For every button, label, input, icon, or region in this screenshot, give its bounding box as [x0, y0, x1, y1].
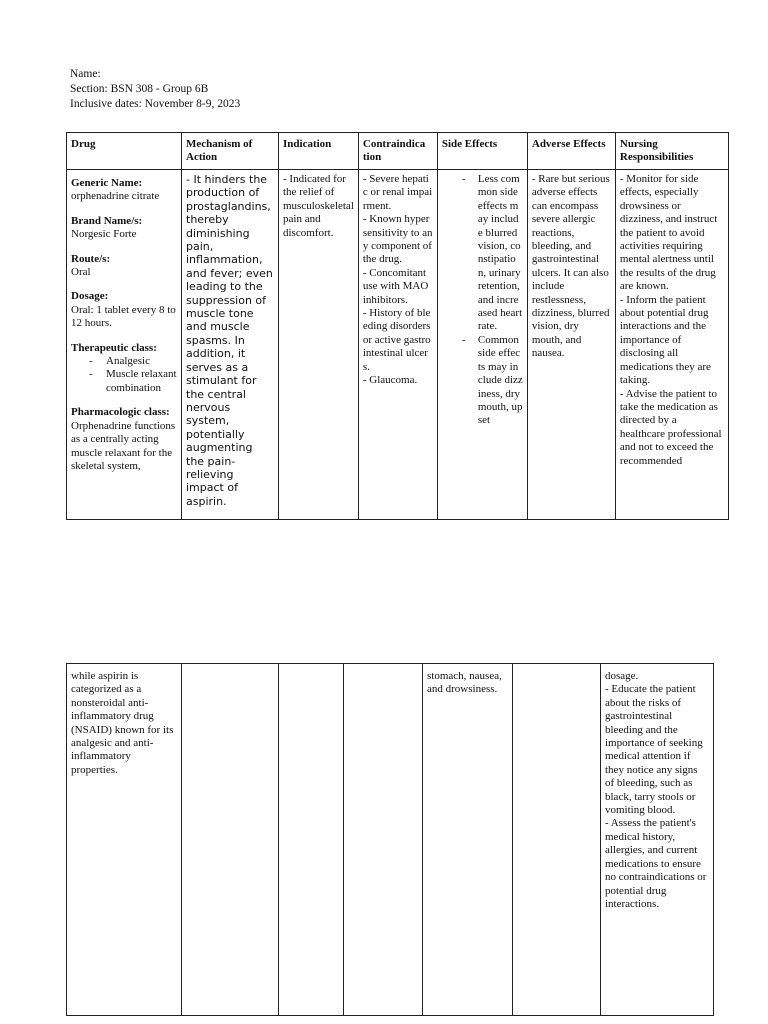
name-label: Name: [70, 68, 101, 80]
col-side-effects: Side Effects [437, 133, 527, 170]
list-item: - Inform the patient about potential drug interactions and the importance of disclosing all medications they are taking. [619, 293, 711, 387]
side-effects-cell [437, 170, 527, 520]
drug-cell-continued: while aspirin is categorized as a nonsteroidal anti-inflammatory drug (NSAID) known for its analgesic and anti-inflammatory properties. [67, 664, 182, 1016]
nursing-cell-continued [601, 664, 714, 1016]
dosage-label: Dosage: [71, 290, 109, 303]
col-adverse-effects: Adverse Effects [527, 133, 615, 170]
mechanism-cell-continued [182, 664, 279, 1016]
dates-line: Inclusive dates: November 8-9, 2023 [70, 98, 241, 110]
therapeutic-label: Therapeutic class: [71, 341, 157, 354]
table-row [67, 170, 729, 520]
list-item: - Educate the patient about the risks of gastrointestinal bleeding and the importance of seeking medical attention if they notice any signs of bleeding, such as black, tarry stools or vomiting blood. [605, 683, 703, 817]
adverse-effects-cell: - Rare but serious adverse effects can encompass severe allergic reactions, bleeding, and gastrointestinal ulcers. It can also include restlessness, dizziness, blurred vision, dry mouth, and nausea. [527, 170, 615, 520]
mechanism-cell: - It hinders the production of prostaglandins, thereby diminishing pain, inflammation, and fever; even leading to the suppression of muscle tone and muscle spasms. In addition, it serves as a stimulant for the central nervous system, potentially augmenting the pain-relieving impact of aspirin. [182, 170, 279, 520]
col-contraindication: Contraindica tion [358, 133, 437, 170]
indication-cell: - Indicated for the relief of musculoskeletal pain and discomfort. [279, 170, 359, 520]
table-row [67, 664, 714, 1016]
drug-study-table-page2 [66, 663, 714, 1016]
list-item: - Common side effects may include dizziness, dry mouth, upset [442, 334, 523, 428]
col-drug: Drug [67, 133, 182, 170]
list-item: - Analgesic [71, 355, 177, 368]
brand-name: Norgesic Forte [71, 228, 137, 241]
col-nursing: Nursing Responsibilities [615, 133, 728, 170]
section-line: Section: BSN 308 - Group 6B [70, 83, 209, 95]
drug-study-table-page1 [66, 132, 729, 520]
list-item: - Monitor for side effects, especially drowsiness or dizziness, and instruct the patient to avoid activities requiring mental alertness until the results of the drug are known. [619, 173, 718, 293]
contraindication-cell [358, 170, 437, 520]
list-item: - Assess the patient's medical history, allergies, and current medications to ensure no contraindications or potential drug interactions. [605, 817, 707, 910]
dosage-value: Oral: 1 tablet every 8 to 12 hours. [71, 303, 176, 330]
drug-cell [67, 170, 182, 520]
route-label: Route/s: [71, 252, 111, 265]
list-item: - Muscle relaxant combination [71, 368, 177, 395]
list-item: - Less common side effects may include blurred vision, constipation, urinary retention, and increased heart rate. [442, 173, 523, 334]
nursing-cell [615, 170, 728, 520]
list-item: - History of bleeding disorders or active gastrointestinal ulcers. [362, 307, 431, 373]
pharmacologic-label: Pharmacologic class: [71, 406, 170, 419]
pharmacologic-text: Orphenadrine functions as a centrally acting muscle relaxant for the skeletal system, [71, 419, 176, 472]
contraindication-cell-continued [344, 664, 423, 1016]
header-row [67, 133, 729, 170]
list-item: - Advise the patient to take the medication as directed by a healthcare professional and not to exceed the recommended [619, 387, 722, 467]
list-item: - Severe hepatic or renal impairment. [362, 173, 433, 212]
brand-label: Brand Name/s: [71, 214, 143, 227]
generic-label: Generic Name: [71, 177, 143, 189]
route-value: Oral [71, 266, 91, 279]
adverse-effects-cell-continued [513, 664, 601, 1016]
list-item: - Concomitant use with MAO inhibitors. [362, 266, 429, 306]
side-effects-cell-continued: stomach, nausea, and drowsiness. [423, 664, 513, 1016]
list-item: - Known hypersensitivity to any component of the drug. [362, 213, 433, 266]
col-mechanism: Mechanism of Action [182, 133, 279, 170]
col-indication: Indication [279, 133, 359, 170]
document-header [70, 67, 240, 112]
indication-cell-continued [279, 664, 344, 1016]
generic-name: orphenadrine citrate [71, 190, 160, 203]
list-item: dosage. [605, 670, 639, 682]
list-item: - Glaucoma. [362, 374, 418, 387]
